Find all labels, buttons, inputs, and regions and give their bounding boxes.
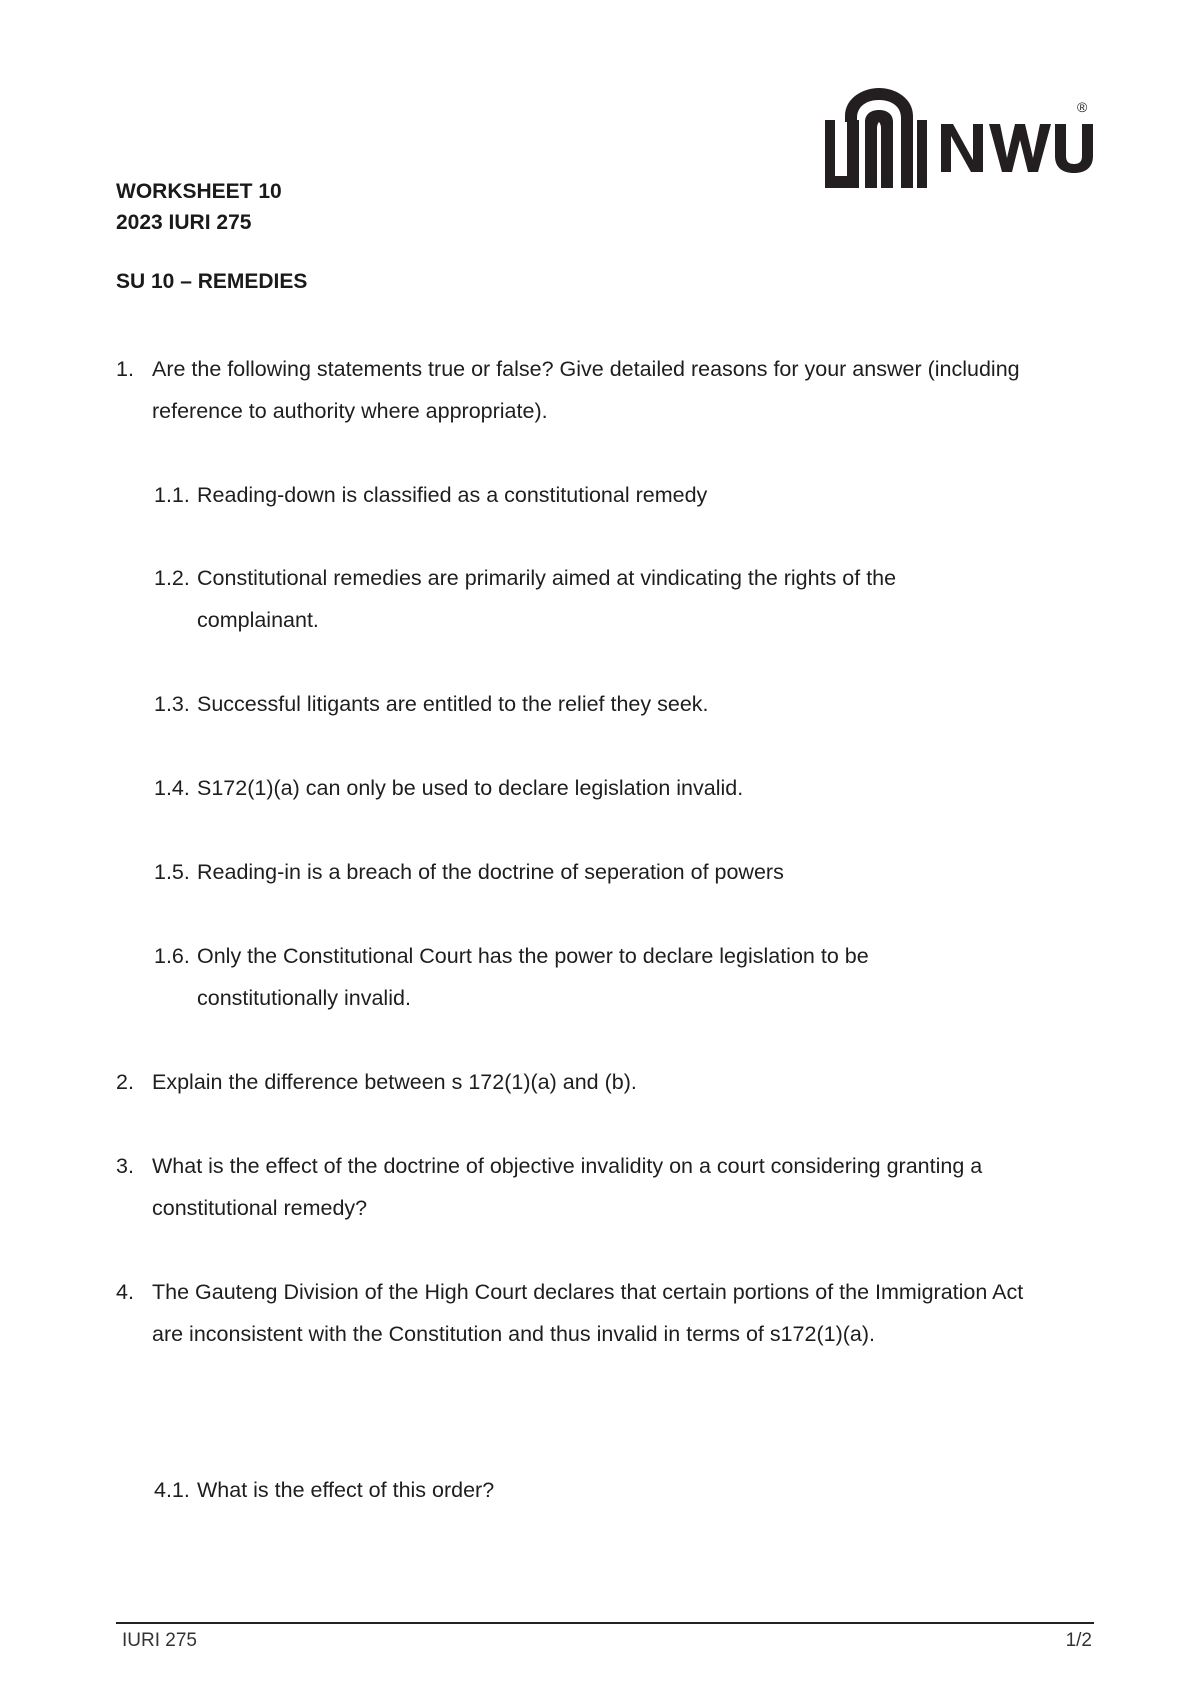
page-number: 1/2 bbox=[1065, 1630, 1092, 1651]
question-text: Successful litigants are entitled to the relief they seek. bbox=[197, 692, 709, 716]
question-text: What is the effect of this order? bbox=[197, 1478, 495, 1502]
question-text: Reading-in is a breach of the doctrine of seperation of powers bbox=[197, 860, 784, 884]
question-number: 1.4. bbox=[154, 776, 190, 800]
question-number: 2. bbox=[116, 1070, 134, 1094]
question-number: 1.3. bbox=[154, 692, 190, 716]
question-number: 1.5. bbox=[154, 860, 190, 884]
question-number: 1.6. bbox=[154, 944, 190, 968]
question-text: Constitutional remedies are primarily aimed at vindicating the rights of the complainant. bbox=[197, 566, 897, 632]
question-text: Only the Constitutional Court has the power to declare legislation to be constitutionally invalid. bbox=[197, 944, 869, 1010]
question-number: 1.2. bbox=[154, 566, 190, 590]
question-number: 4.1. bbox=[154, 1478, 190, 1502]
footer-course-code: IURI 275 bbox=[122, 1630, 197, 1651]
section-title: SU 10 – REMEDIES bbox=[116, 270, 308, 293]
question-number: 1.1. bbox=[154, 483, 190, 507]
question-text: Reading-down is classified as a constitutional remedy bbox=[197, 483, 708, 507]
course-code: 2023 IURI 275 bbox=[116, 211, 252, 234]
nwu-logo bbox=[825, 88, 1095, 200]
question-number: 4. bbox=[116, 1280, 134, 1304]
question-number: 1. bbox=[116, 357, 134, 381]
worksheet-title: WORKSHEET 10 bbox=[116, 180, 282, 203]
question-number: 3. bbox=[116, 1154, 134, 1178]
question-text: The Gauteng Division of the High Court declares that certain portions of the Immigration Act are inconsistent with the Constitution and thus invalid in terms of s172(1)(a). bbox=[152, 1280, 1024, 1346]
question-text: S172(1)(a) can only be used to declare legislation invalid. bbox=[197, 776, 744, 800]
question-text: Explain the difference between s 172(1)(a) and (b). bbox=[152, 1070, 637, 1094]
question-text: What is the effect of the doctrine of objective invalidity on a court considering granting a constitutional remedy? bbox=[152, 1154, 983, 1220]
nwu-logo-icon bbox=[825, 88, 1095, 200]
footer-divider bbox=[116, 1622, 1094, 1624]
worksheet-header bbox=[116, 176, 282, 238]
question-text: Are the following statements true or false? Give detailed reasons for your answer (including reference to authority where appropriate). bbox=[152, 357, 1020, 423]
registered-mark: ® bbox=[1077, 99, 1088, 115]
